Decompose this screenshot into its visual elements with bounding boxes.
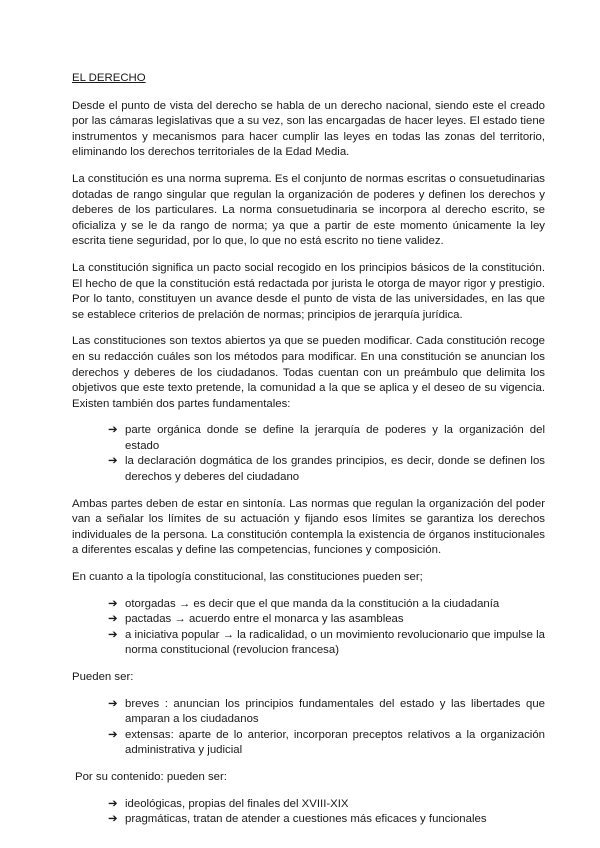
arrow-bullet-icon: ➔: [108, 697, 118, 710]
arrow-bullet-icon: ➔: [108, 628, 118, 641]
list-item: ➔ breves : anuncian los principios fundamentales del estado y las libertades que amparan a los ciudadanos: [108, 697, 545, 726]
list-item: ➔ extensas: aparte de lo anterior, incorporan preceptos relativos a la organización administrativa y judicial: [108, 728, 545, 757]
paragraph-derecho-nacional: Desde el punto de vista del derecho se habla de un derecho nacional, siendo este el creado por las cámaras legislativas que a su vez, son las encargadas de hacer leyes. El estado tiene instrumentos y mecanismos para hacer cumplir las leyes en todas las zonas del territorio, eliminando los derechos territoriales de la Edad Media.: [72, 99, 545, 159]
arrow-bullet-icon: ➔: [108, 455, 118, 468]
list-item: ➔ pragmáticas, tratan de atender a cuestiones más eficaces y funcionales: [108, 812, 545, 828]
list-contenido: [72, 797, 545, 828]
list-partes-fundamentales: [72, 423, 545, 485]
list-item: ➔ la declaración dogmática de los grandes principios, es decir, donde se definen los derechos y deberes del ciudadano: [108, 455, 545, 484]
list-item: ➔ ideológicas, propias del finales del XVIII-XIX: [108, 797, 545, 813]
paragraph-por-contenido: Por su contenido: pueden ser:: [75, 770, 227, 783]
paragraph-pacto-social: La constitución significa un pacto social recogido en los principios básicos de la constitución. El hecho de que la constitución está redactada por jurista le otorga de mayor rigor y prestigio. Por lo tanto, constituyen un avance desde el punto de vista de las universidades, en las que se establece criterios de prelación de normas; principios de jerarquía jurídica.: [72, 261, 545, 321]
arrow-bullet-icon: ➔: [108, 728, 118, 741]
list-item: ➔ pactadas → acuerdo entre el monarca y las asambleas: [108, 612, 545, 628]
paragraph-textos-abiertos: Las constituciones son textos abiertos ya que se pueden modificar. Cada constitución recoge en su redacción cuáles son los métodos para modificar. En una constitución se anuncian los derechos y deberes de los ciudadanos. Todas cuentan con un preámbulo que delimita los objetivos que este texto pretende, la comunidad a la que se aplica y el deseo de su vigencia. Existen también dos partes fundamentales:: [72, 335, 545, 410]
document-title: EL DERECHO: [72, 72, 146, 84]
arrow-bullet-icon: ➔: [108, 424, 118, 437]
paragraph-pueden-ser: Pueden ser:: [72, 671, 134, 683]
list-item: ➔ parte orgánica donde se define la jerarquía de poderes y la organización del estado: [108, 424, 545, 452]
paragraph-constitucion-norma-suprema: La constitución es una norma suprema. Es el conjunto de normas escritas o consuetudinarias dotadas de rango singular que regulan la organización de poderes y definen los derechos y deberes de los particulares. La norma consuetudinaria se incorpora al derecho escrito, se oficializa y se le da rango de norma; ya que a partir de este momento únicamente la ley escrita tiene seguridad, por lo que, lo que no está escrito no tiene validez.: [72, 172, 545, 248]
paragraph-tipologia: En cuanto a la tipología constitucional, las constituciones pueden ser;: [72, 571, 423, 584]
arrow-bullet-icon: ➔: [108, 597, 118, 610]
list-tipologia: [72, 597, 545, 659]
list-item: ➔ otorgadas → es decir que el que manda da la constitución a la ciudadanía: [108, 597, 545, 613]
paragraph-sintonia: Ambas partes deben de estar en sintonía. Las normas que regulan la organización del poder van a señalar los límites de su actuación y fijando esos límites se garantiza los derechos individuales de la persona. La constitución contempla la existencia de órganos institucionales a diferentes escalas y define las competencias, funciones y composición.: [72, 497, 545, 557]
list-item: ➔ a iniciativa popular → la radicalidad, o un movimiento revolucionario que impulse la norma constitucional (revolucion francesa): [108, 628, 545, 657]
arrow-bullet-icon: ➔: [108, 613, 118, 626]
list-extension: [72, 697, 545, 759]
arrow-bullet-icon: ➔: [108, 813, 118, 826]
arrow-bullet-icon: ➔: [108, 797, 118, 810]
